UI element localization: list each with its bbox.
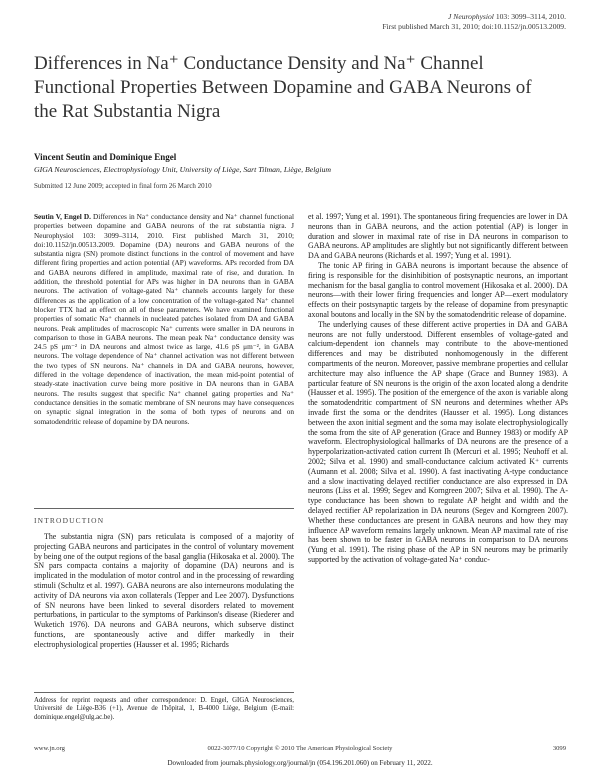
right-paragraph-1: The tonic AP firing in GABA neurons is important because the absence of firing is responsible for the disinhibition of postsynaptic neurons, an important mechanism for the basal ganglia to control movement (Hikosaka et al. 2000). DA neurons—with their lower firing frequencies and longer AP—exert modulatory effects on their postsynaptic targets by the release of dopamine from presynaptic axonal boutons and locally in the SN by the somatodendritic release of dopamine. <box>308 260 568 319</box>
section-divider <box>34 508 294 509</box>
authors: Vincent Seutin and Dominique Engel <box>34 152 177 162</box>
introduction-body <box>34 532 294 650</box>
right-paragraph-2: The underlying causes of these different active properties in DA and GABA neurons are not fully understood. Different ensembles of voltage-gated and calcium-dependent ion channels may contribute to the above-mentioned differences and may be distributed nonhomogenously in the different compartments of the neuron. Moreover, passive membrane properties and cellular architecture may also influence the AP shape (Grace and Bunney 1983). A particular feature of SN neurons is the origin of the axon located along a dendrite (Hausser et al. 1995). The position of the emergence of the axon is variable along the somatodendritic compartment of SN neurons and determines whether APs invade first the soma or the dendrites (Hausser et al. 1995). Long distances between the axon initial segment and the soma may isolate electrophysiologically the soma from the site of AP generation (Grace and Bunney 1983) or modify AP waveform. Electrophysiological hallmarks of DA neurons are the presence of a hyperpolarization-activated cation current Ih (Mercuri et al. 1995; Neuhoff et al. 2002; Silva et al. 1990) and small-conductance calcium activated K⁺ currents (Aumann et al. 2008; Silva et al. 1990). A fast inactivating A-type conductance and a slow inactivating delayed rectifier conductance are also expressed in DA neurons (Liss et al. 1999; Segev and Korngreen 2007; Silva et al. 1990). The A-type conductance has been shown to regulate AP height and width and the delayed rectifier AP repolarization in DA neurons (Segev and Korngreen 2007). Whether these conductances are present in GABA neurons and how they may influence AP waveform remains largely unknown. Mean AP maximal rate of rise has been shown to be faster in GABA neurons in comparison to DA neurons (Yung et al. 1991). The rising phase of the AP in SN neurons may be primarily supported by the activation of voltage-gated Na⁺ conduc- <box>308 319 568 564</box>
page-number: 3099 <box>552 745 566 752</box>
journal-name: J Neurophysiol <box>448 12 494 21</box>
journal-header <box>382 12 566 32</box>
journal-url[interactable]: www.jn.org <box>34 745 65 752</box>
submission-dates: Submitted 12 June 2009; accepted in final form 26 March 2010 <box>34 182 212 190</box>
published-line: First published March 31, 2010; doi:10.1152/jn.00513.2009. <box>382 22 566 31</box>
copyright: 0022-3077/10 Copyright © 2010 The American Physiological Society <box>207 745 393 752</box>
citation: 103: 3099–3114, 2010. <box>495 12 566 21</box>
correspondence-footnote: Address for reprint requests and other correspondence: D. Engel, GIGA Neurosciences, Université de Liège-B36 (+1), Avenue de l'hôpital, 1, B-4000 Liège, Belgium (E-mail: dominique.engel@ulg.ac.be). <box>34 697 294 721</box>
section-heading-introduction: INTRODUCTION <box>34 516 105 525</box>
right-paragraph-0: et al. 1997; Yung et al. 1991). The spontaneous firing frequencies are lower in DA neurons than in GABA neurons, and the action potential (AP) is longer in duration and slower in maximal rate of rise in DA neurons in comparison to GABA neurons. AP amplitudes are slightly but not significantly different between DA and GABA neurons (Richards et al. 1997; Yung et al. 1991). <box>308 212 568 261</box>
right-column <box>308 212 568 565</box>
footnote-divider <box>34 692 294 693</box>
abstract-text: Differences in Na⁺ conductance density and Na⁺ channel functional properties between dopamine and GABA neurons of the rat substantia nigra. J Neurophysiol 103: 3099–3114, 2010. First published March 31, 2010; doi:10.1152/jn.00513.2009. Dopamine (DA) neurons and GABA neurons of the substantia nigra (SN) promote distinct functions in the control of movement and have different firing properties and action potential (AP) waveforms. APs recorded from DA and GABA neurons differed in amplitude, maximal rate of rise, and duration. In addition, the threshold potential for APs was higher in DA neurons than in GABA neurons. The activation of voltage-gated Na⁺ channels accounts largely for these differences as the application of a low concentration of the voltage-gated Na⁺ channel blocker TTX had an effect on all of these parameters. We have examined functional properties of somatic Na⁺ channels in nucleated patches isolated from DA and GABA neurons. Peak amplitudes of macroscopic Na⁺ currents were smaller in DA neurons in comparison to those in GABA neurons. The mean peak Na⁺ conductance density was 24.5 pS μm⁻² in DA neurons and almost twice as large, 41.6 pS μm⁻², in GABA neurons. The voltage dependence of Na⁺ channel activation was not different between the two types of SN neurons. Na⁺ channels in DA and GABA neurons, however, differed in the voltage dependence of inactivation, the mean mid-point potential of steady-state inactivation curve being more positive in DA neurons than in GABA neurons. The results suggest that specific Na⁺ channel gating properties and Na⁺ conductance densities in the somatic membrane of SN neurons may have consequences on synaptic signal integration in the soma of both types of neurons and on somatodendritic release of dopamine by DA neurons. <box>34 212 294 426</box>
article-title: Differences in Na⁺ Conductance Density and Na⁺ Channel Functional Properties Between Dopamine and GABA Neurons of the Rat Substantia Nigra <box>34 53 532 122</box>
abstract <box>34 212 294 426</box>
intro-paragraph: The substantia nigra (SN) pars reticulata is composed of a majority of projecting GABA neurons and participates in the control of voluntary movement by being one of the output regions of the basal ganglia (Hikosaka et al. 2000). The SN pars compacta contains a majority of dopamine (DA) neurons and is implicated in the modulation of motor control and in the processing of rewarding stimuli (Schultz et al. 1997). GABA neurons are also interneurons modulating the activity of DA neurons via axon collaterals (Tepper and Lee 2007). Dysfunctions of SN neurons have been linked to several disorders related to movement perturbations, in particular to the symptoms of Parkinson's disease (Riederer and Wuketich 1976). DA neurons and GABA neurons, which subserve distinct functions, are spontaneously active and differ markedly in their electrophysiological properties (Hausser et al. 1995; Richards <box>34 532 294 649</box>
download-notice: Downloaded from journals.physiology.org/journal/jn (054.196.201.060) on February 11, 2022. <box>167 759 433 767</box>
affiliation: GIGA Neurosciences, Electrophysiology Unit, University of Liège, Sart Tilman, Liège, Belgium <box>34 165 332 174</box>
abstract-lead: Seutin V, Engel D. <box>34 212 91 221</box>
